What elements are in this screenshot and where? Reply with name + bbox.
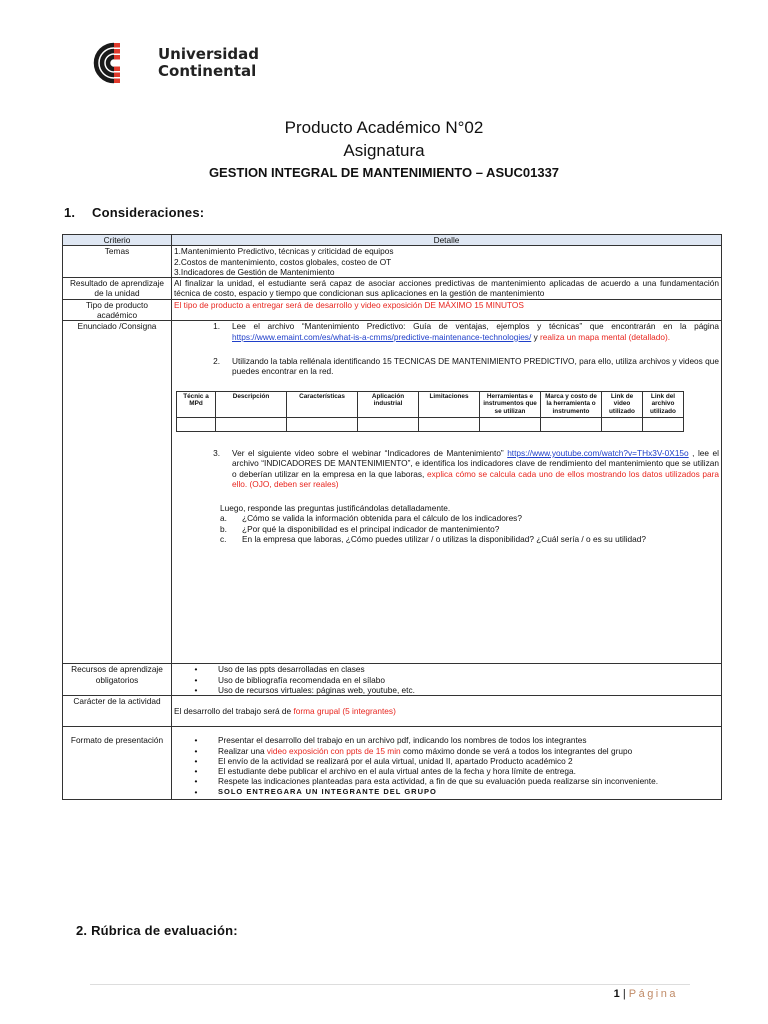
bullet-icon: • — [194, 766, 198, 777]
cell-caracter — [172, 696, 722, 727]
formato-6 — [174, 787, 719, 797]
item-1-text: Lee el archivo “Mantenimiento Predictivo: Guía de ventajas, ejemplos y técnicas” que encontrarán en la página — [232, 321, 719, 332]
logo-line2: Continental — [158, 62, 257, 80]
item-3-text: Ver el siguiente video sobre el webinar “Indicadores de Mantenimiento” — [232, 447, 508, 458]
formato-3 — [174, 756, 719, 766]
recurso-2-text: Uso de bibliografía recomendada en el sílabo — [218, 674, 385, 685]
th-descripcion: Descripción — [216, 391, 287, 417]
row-tipo — [63, 299, 722, 321]
formato-1-text: Presentar el desarrollo del trabajo en un archivo pdf, indicando los nombres de todos los integrantes — [218, 735, 587, 746]
question-a-text: ¿Cómo se valida la información obtenida para el cálculo de los indicadores? — [242, 513, 522, 524]
bullet-icon: • — [194, 745, 198, 756]
page-word: Página — [628, 988, 678, 1000]
question-c-text: En la empresa que laboras, ¿Cómo puedes utilizar / o utilizas la disponibilidad? ¿Cuál sería / o es su utilidad? — [242, 534, 646, 545]
enunciado-item-2 — [174, 356, 719, 377]
cell-recursos — [172, 664, 722, 696]
header-detalle: Detalle — [172, 235, 722, 246]
caracter-text: El desarrollo del trabajo será de — [174, 706, 294, 717]
cell-formato — [172, 727, 722, 800]
formato-2-highlight: video exposición con ppts de 15 min — [266, 745, 401, 756]
question-b — [220, 524, 719, 534]
bullet-icon: • — [194, 755, 198, 766]
emaint-link[interactable]: https://www.emaint.com/es/what-is-a-cmms/predictive-maintenance-technologies/ — [232, 331, 532, 342]
row-temas — [63, 246, 722, 278]
item-1-join: y — [531, 331, 541, 342]
formato-5-text: Respete las indicaciones planteadas para esta actividad, a fin de que su evaluación pueda realizarse sin inconveniente. — [218, 776, 659, 787]
bullet-icon: • — [194, 735, 198, 746]
th-herramientas: Herramientas e instrumentos que se utilizan — [480, 391, 541, 417]
table-header-row — [63, 235, 722, 246]
recurso-3 — [174, 685, 719, 695]
tema-2: 2.Costos de mantenimiento, costos globales, costeo de OT — [174, 256, 392, 267]
item-1-number: 1. — [213, 321, 220, 332]
th-tecnica: Técnic a MPd — [177, 391, 216, 417]
recurso-1-text: Uso de las ppts desarrolladas en clases — [218, 664, 365, 675]
techniques-table — [176, 391, 684, 432]
youtube-link[interactable]: https://www.youtube.com/watch?v=THx3V-0X15o — [507, 447, 689, 458]
recurso-2 — [174, 675, 719, 685]
label-caracter: Carácter de la actividad — [63, 696, 172, 727]
item-2-number: 2. — [213, 355, 220, 366]
tema-1: 1.Mantenimiento Predictivo, técnicas y criticidad de equipos — [174, 246, 394, 257]
section-2-number: 2. — [76, 923, 88, 938]
bullet-icon: • — [194, 684, 198, 695]
cell-tipo: El tipo de producto a entregar será de desarrollo y video exposición DE MÁXIMO 15 MINUTOS — [172, 299, 722, 321]
bullet-icon: • — [194, 776, 198, 787]
question-c-letter: c. — [220, 534, 227, 545]
row-recursos — [63, 664, 722, 696]
university-logo — [90, 42, 259, 84]
bullet-icon: • — [194, 786, 198, 797]
th-aplicacion: Aplicación industrial — [358, 391, 419, 417]
page-footer — [614, 988, 678, 1000]
section-1-heading — [64, 205, 204, 220]
question-a-letter: a. — [220, 513, 227, 524]
th-link-video: Link de video utilizado — [602, 391, 643, 417]
item-2-text: Utilizando la tabla rellénala identificando 15 TECNICAS DE MANTENIMIENTO PREDICTIVO, para ello, utiliza archivos y videos que puedes encontrar en la red. — [232, 355, 719, 377]
caracter-highlight: forma grupal (5 integrantes) — [293, 706, 396, 717]
enunciado-item-3 — [174, 448, 719, 489]
label-enunciado: Enunciado /Consigna — [63, 321, 172, 664]
bullet-icon: • — [194, 674, 198, 685]
cell-resultado: Al finalizar la unidad, el estudiante será capaz de asociar acciones predictivas de mantenimiento aplicadas de acuerdo a una fundamentación técnica de costo, espacio y tiempo que condicionan sus aplicaciones en la gestión de mantenimiento — [172, 278, 722, 300]
logo-line1: Universidad — [158, 45, 260, 63]
item-3-text-2: , lee el archivo “INDICADORES DE MANTENIMIENTO”, e identifica los indicadores clave de rendimiento del mantenimiento que se utilizan o deberían utilizar en la empresa en la que laboras, — [232, 447, 719, 479]
formato-4-text: El estudiante debe publicar el archivo en el aula virtual antes de la fecha y hora límite de entrega. — [218, 766, 576, 777]
item-3-instruction: explica cómo se calcula cada uno de ellos mostrando los datos utilizados para ello. (OJO, deben ser reales) — [232, 468, 719, 489]
document-title: Producto Académico N°02 — [284, 118, 484, 137]
formato-2-text: Realizar una — [218, 745, 267, 756]
question-b-letter: b. — [220, 523, 227, 534]
section-2-title: Rúbrica de evaluación: — [91, 923, 238, 938]
question-c — [220, 534, 719, 544]
recurso-1 — [174, 664, 719, 674]
recurso-3-text: Uso de recursos virtuales: páginas web, youtube, etc. — [218, 684, 415, 695]
logo-mark-icon — [90, 42, 152, 84]
page-separator: | — [622, 988, 626, 1000]
document-subtitle: Asignatura — [343, 141, 425, 160]
enunciado-item-1 — [174, 321, 719, 342]
label-recursos: Recursos de aprendizaje obligatorios — [63, 664, 172, 696]
section-2-heading — [76, 923, 238, 938]
bullet-icon: • — [194, 664, 198, 675]
cell-temas — [172, 246, 722, 278]
row-caracter — [63, 696, 722, 727]
section-1-number: 1. — [64, 205, 76, 220]
row-formato — [63, 727, 722, 800]
th-marca-costo: Marca y costo de la herramienta o instrumento — [541, 391, 602, 417]
item-3-number: 3. — [213, 447, 220, 458]
label-tipo: Tipo de producto académico — [63, 299, 172, 321]
formato-4 — [174, 766, 719, 776]
th-link-archivo: Link del archivo utilizado — [643, 391, 684, 417]
question-b-text: ¿Por qué la disponibilidad es el principal indicador de mantenimiento? — [242, 523, 500, 534]
th-caracteristicas: Características — [287, 391, 358, 417]
label-resultado: Resultado de aprendizaje de la unidad — [63, 278, 172, 300]
question-a — [220, 513, 719, 523]
page-number: 1 — [613, 988, 620, 1000]
course-name: GESTION INTEGRAL DE MANTENIMIENTO – ASUC01337 — [208, 165, 560, 180]
section-1-title: Consideraciones: — [92, 205, 205, 220]
formato-2 — [174, 746, 719, 756]
item-1-instruction: realiza un mapa mental (detallado). — [540, 331, 671, 342]
cell-enunciado — [172, 321, 722, 664]
questions-intro: Luego, responde las preguntas justificándolas detalladamente. — [220, 503, 451, 514]
row-resultado — [63, 278, 722, 300]
label-formato: Formato de presentación — [63, 727, 172, 800]
formato-2-text-2: como máximo donde se verá a todos los integrantes del grupo — [400, 745, 633, 756]
tema-3: 3.Indicadores de Gestión de Mantenimiento — [174, 266, 335, 277]
techniques-header-row — [177, 391, 684, 417]
footer-divider — [90, 984, 690, 985]
header-criterio: Criterio — [63, 235, 172, 246]
techniques-empty-row — [177, 417, 684, 431]
formato-6-text: SOLO ENTREGARA UN INTEGRANTE DEL GRUPO — [218, 786, 437, 796]
row-enunciado — [63, 321, 722, 664]
formato-3-text: El envío de la actividad se realizará por el aula virtual, unidad II, apartado Producto académico 2 — [218, 755, 573, 766]
label-temas: Temas — [63, 246, 172, 278]
th-limitaciones: Limitaciones — [419, 391, 480, 417]
considerations-table — [62, 234, 722, 800]
formato-1 — [174, 735, 719, 745]
formato-5 — [174, 776, 719, 786]
